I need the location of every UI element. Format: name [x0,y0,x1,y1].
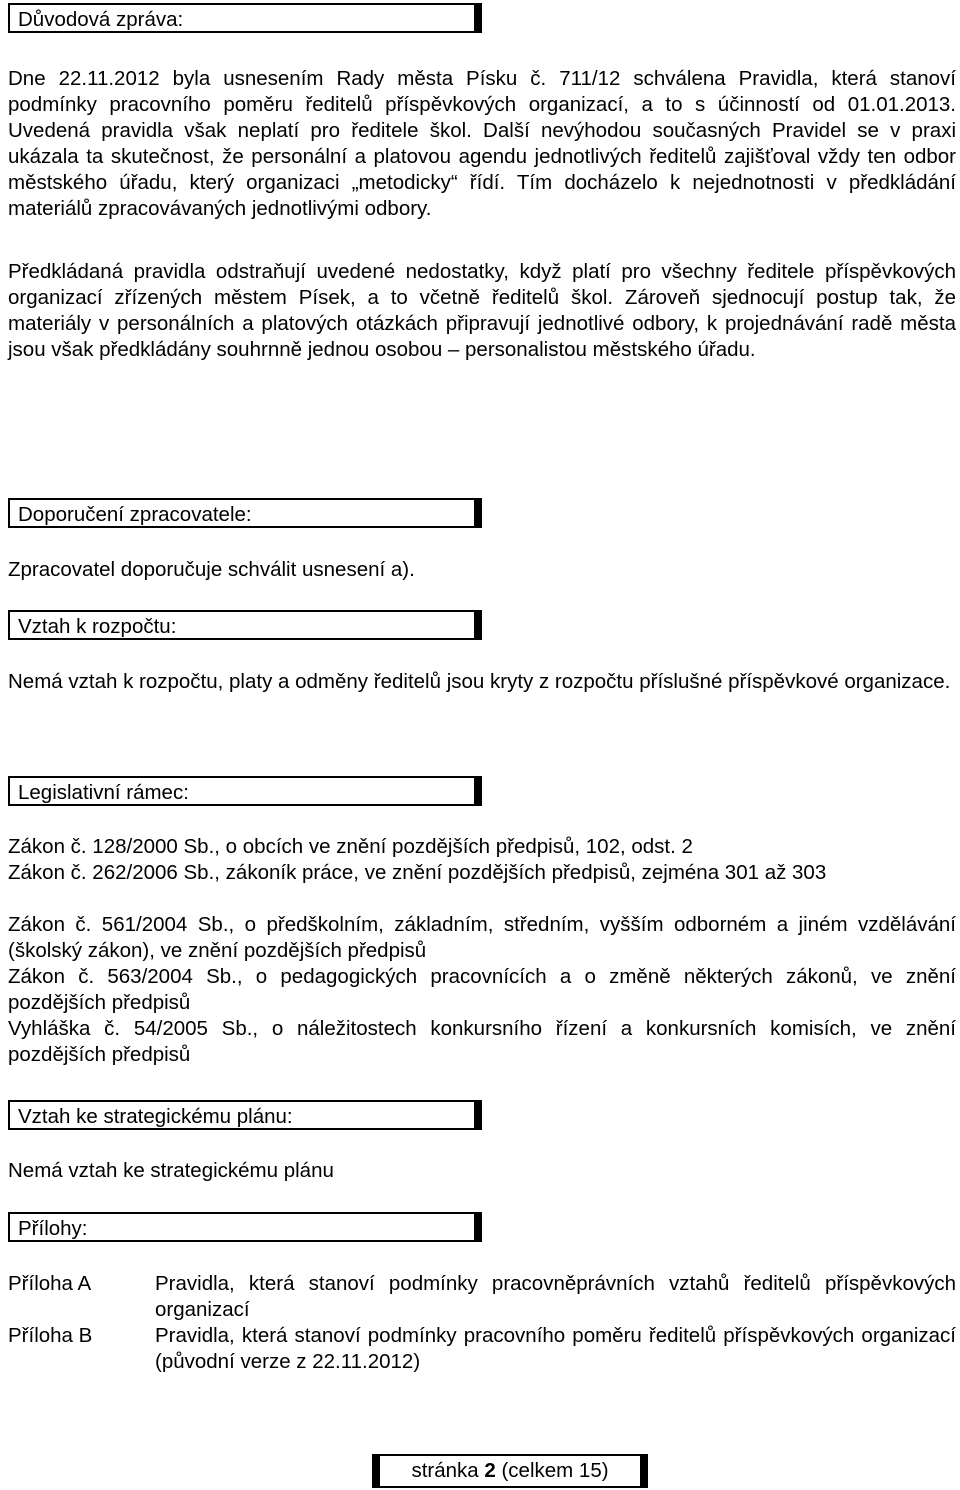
duvodova-paragraph-2: Předkládaná pravidla odstraňují uvedené nedostatky, když platí pro všechny ředitele příspěvkových organizací zřízených městem Písek, a to včetně ředitelů škol. Zároveň sjednocují postup tak, že materiály v personálních a platových otázkách připravují jednotlivé odbory, k projednávání radě města jsou však předkládány souhrnně jednou osobou – personalistou městského úřadu. [8,260,956,361]
legislativa-item-1 [8,834,956,860]
section-header-vztah-k-rozpoctu: Vztah k rozpočtu: [8,610,482,640]
priloha-a-label: Příloha A [8,1272,92,1295]
strategie-text: Nemá vztah ke strategickému plánu [8,1159,334,1182]
duvodova-paragraph-1: Dne 22.11.2012 byla usnesením Rady města Písku č. 711/12 schválena Pravidla, která stanoví podmínky pracovního poměru ředitelů příspěvkových organizací, a to s účinností od 01.01.2013. Uvedená pravidla však neplatí pro ředitele škol. Další nevýhodou současných Pravidel se v praxi ukázala ta skutečnost, že personální a platovou agendu jednotlivých ředitelů zajišťoval vždy ten odbor městského úřadu, který organizaci „metodicky“ řídí. Tím docházelo k nejednotnosti v předkládání materiálů zpracovávaných jednotlivými odbory. [8,67,956,220]
section-header-duvodova-zprava: Důvodová zpráva: [8,3,482,33]
legislativa-item-3: Zákon č. 561/2004 Sb., o předškolním, základním, středním, vyšším odborném a jiném vzdělávání (školský zákon), ve znění pozdějších předpisů [8,913,956,962]
section-header-legislativni-ramec: Legislativní rámec: [8,776,482,806]
footer-page-number: 2 [484,1459,496,1482]
footer-suffix: (celkem 15) [495,1459,609,1482]
legislativa-item-5: Vyhláška č. 54/2005 Sb., o náležitostech konkursního řízení a konkursních komisích, ve znění pozdějších předpisů [8,1017,956,1066]
legislativa-item-1-text: Zákon č. 128/2000 Sb., o obcích ve znění pozdějších předpisů, 102, odst. 2 [8,835,693,858]
section-header-prilohy: Přílohy: [8,1212,482,1242]
priloha-a-text: Pravidla, která stanoví podmínky pracovněprávních vztahů ředitelů příspěvkových organizací [155,1272,956,1321]
footer-prefix: stránka [411,1459,485,1482]
page-number-footer [372,1454,648,1488]
section-header-vztah-ke-strategickemu-planu: Vztah ke strategickému plánu: [8,1100,482,1130]
legislativa-item-2: Zákon č. 262/2006 Sb., zákoník práce, ve znění pozdějších předpisů, zejména 301 až 303 [8,861,827,884]
doporuceni-text: Zpracovatel doporučuje schválit usnesení a). [8,558,415,581]
priloha-b-text: Pravidla, která stanoví podmínky pracovního poměru ředitelů příspěvkových organizací (původní verze z 22.11.2012) [155,1324,956,1373]
section-header-doporuceni: Doporučení zpracovatele: [8,498,482,528]
legislativa-item-4: Zákon č. 563/2004 Sb., o pedagogických pracovnících a o změně některých zákonů, ve znění pozdějších předpisů [8,965,956,1014]
priloha-b-label: Příloha B [8,1324,93,1347]
rozpocet-text: Nemá vztah k rozpočtu, platy a odměny ředitelů jsou kryty z rozpočtu příslušné příspěvkové organizace. [8,670,951,693]
